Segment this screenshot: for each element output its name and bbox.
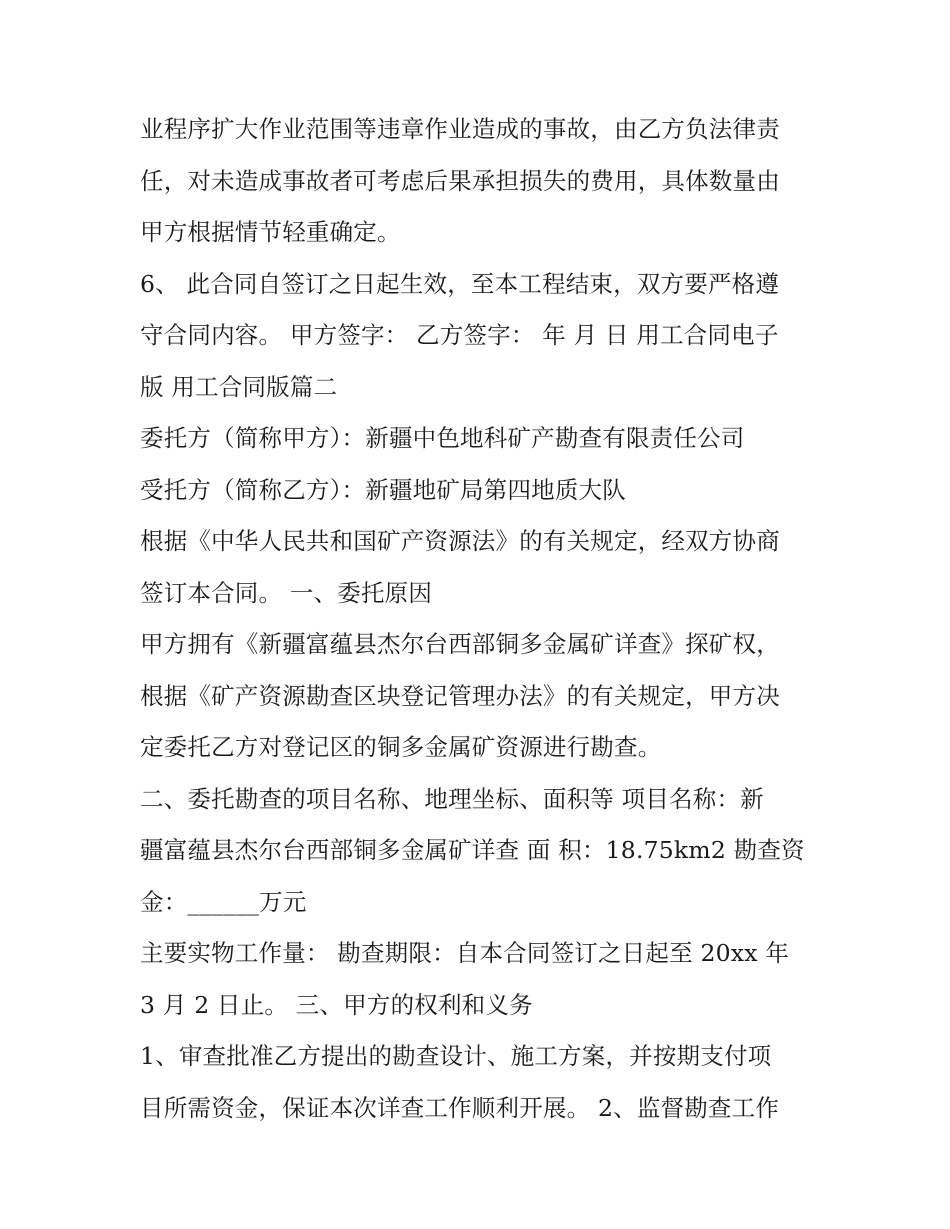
text-line: 目所需资金，保证本次详查工作顺利开展。 2、监督勘查工作 bbox=[140, 1093, 780, 1122]
text-line: 1、审查批准乙方提出的勘查设计、施工方案，并按期支付项 bbox=[140, 1042, 772, 1070]
text-line: 二、委托勘查的项目名称、地理坐标、面积等 项目名称：新 bbox=[140, 784, 764, 813]
text-line: 根据《中华人民共和国矿产资源法》的有关规定，经双方协商 bbox=[140, 527, 780, 555]
document-body bbox=[140, 104, 820, 1134]
text-line: 委托方（简称甲方）：新疆中色地科矿产勘查有限责任公司 bbox=[140, 424, 745, 452]
text-line: 守合同内容。 甲方签字： 乙方签字： 年 月 日 用工合同电子 bbox=[140, 321, 779, 349]
text-line: 任，对未造成事故者可考虑后果承担损失的费用，具体数量由 bbox=[140, 166, 780, 195]
text-line: 3 月 2 日止。 三、甲方的权利和义务 bbox=[140, 990, 533, 1019]
text-line: 6、 此合同自签订之日起生效，至本工程结束，双方要严格遵 bbox=[140, 269, 780, 298]
text-line: 甲方拥有《新疆富蕴县杰尔台西部铜多金属矿详查》探矿权， bbox=[140, 630, 780, 658]
text-line: 金：______万元 bbox=[140, 887, 307, 916]
text-line: 签订本合同。 一、委托原因 bbox=[140, 578, 433, 607]
text-line: 业程序扩大作业范围等违章作业造成的事故，由乙方负法律责 bbox=[140, 115, 780, 143]
text-line: 定委托乙方对登记区的铜多金属矿资源进行勘查。 bbox=[140, 733, 662, 761]
text-line: 版 用工合同版篇二 bbox=[140, 372, 338, 401]
text-line: 甲方根据情节轻重确定。 bbox=[140, 218, 401, 246]
text-line: 根据《矿产资源勘查区块登记管理办法》的有关规定，甲方决 bbox=[140, 681, 780, 710]
text-line: 疆富蕴县杰尔台西部铜多金属矿详查 面 积：18.75km2 勘查资 bbox=[140, 836, 805, 864]
text-line: 受托方（简称乙方）：新疆地矿局第四地质大队 bbox=[140, 475, 626, 504]
text-line: 主要实物工作量： 勘查期限：自本合同签订之日起至 20xx 年 bbox=[140, 939, 790, 967]
